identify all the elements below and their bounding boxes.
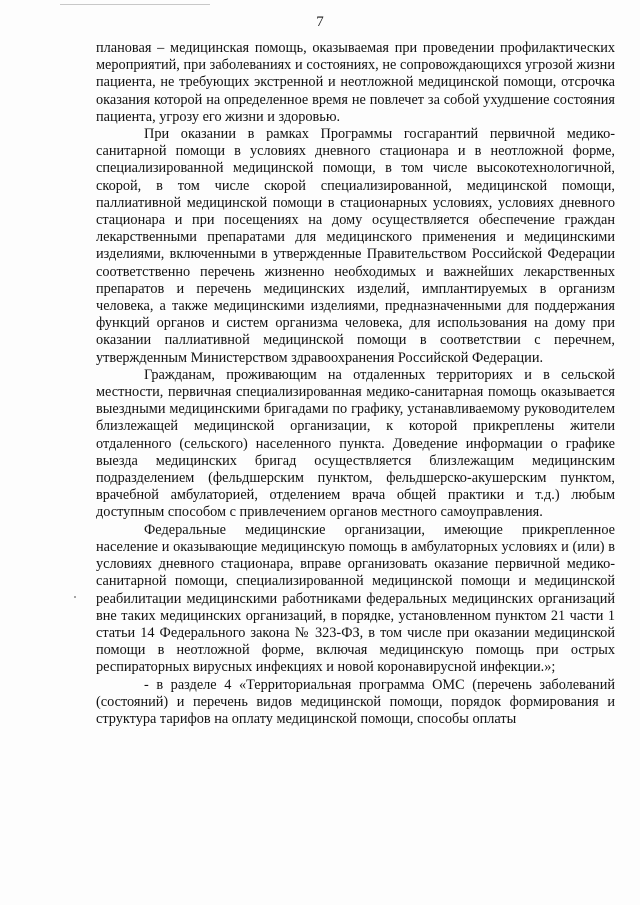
paragraph-federal-organizations: Федеральные медицинские организации, имеющие прикрепленное население и оказывающие медицинскую помощь в амбулаторных условиях и (или) в условиях дневного стационара, вправе организовать оказание первичной медико-санитарной помощи, специализированной медицинской помощи и медицинской реабилитации медицинскими работниками федеральных медицинских организаций вне таких медицинских организаций, в порядке, установленном пунктом 21 части 1 статьи 14 Федерального закона № 323-ФЗ, в том числе при оказании медицинской помощи в неотложной форме, включая медицинскую помощь при острых респираторных вирусных инфекциях и новой коронавирусной инфекции.»;: [96, 521, 615, 676]
paragraph-planned-care: плановая – медицинская помощь, оказываемая при проведении профилактических мероприятий, при заболеваниях и состояниях, не сопровождающихся угрозой жизни пациента, не требующих экстренной и неотложной медицинской помощи, отсрочка оказания которой на определенное время не повлечет за собой ухудшение состояния пациента, угрозу его жизни и здоровью.: [96, 40, 615, 125]
page-number: 7: [316, 14, 324, 30]
paragraph-section-4: - в разделе 4 «Территориальная программа ОМС (перечень заболеваний (состояний) и перечень видов медицинской помощи, порядок формирования и структура тарифов на оплату медицинской помощи, способы оплаты: [96, 676, 615, 727]
scan-artifact-line: [60, 4, 210, 5]
document-body: [96, 40, 615, 728]
paragraph-drug-provision: При оказании в рамках Программы госгарантий первичной медико-санитарной помощи в условиях дневного стационара и в неотложной форме, специализированной медицинской помощи, в том числе высокотехнологичной, скорой, в том числе скорой специализированной, медицинской помощи, паллиативной медицинской помощи в стационарных условиях, условиях дневного стационара и при посещениях на дому осуществляется обеспечение граждан лекарственными препаратами для медицинского применения и медицинскими изделиями, включенными в утвержденные Правительством Российской Федерации соответственно перечень жизненно необходимых и важнейших лекарственных препаратов и перечень медицинских изделий, имплантируемых в организм человека, а также медицинскими изделиями, предназначенными для поддержания функций органов и систем организма человека, для использования на дому при оказании паллиативной медицинской помощи в соответствии с перечнем, утвержденным Министерством здравоохранения Российской Федерации.: [96, 126, 615, 366]
paragraph-rural-care: Гражданам, проживающим на отдаленных территориях и в сельской местности, первичная специализированная медико-санитарная помощь оказывается выездными медицинскими бригадами по графику, устанавливаемому руководителем близлежащей медицинской организации, к которой прикреплены жители отдаленного (сельского) населенного пункта. Доведение информации о графике выезда медицинских бригад осуществляется близлежащим медицинским подразделением (фельдшерским пунктом, фельдшерско-акушерским пунктом, врачебной амбулаторией, отделением врача общей практики и т.д.) любым доступным способом с привлечением органов местного самоуправления.: [96, 366, 615, 521]
scan-artifact-dot: [74, 596, 76, 598]
